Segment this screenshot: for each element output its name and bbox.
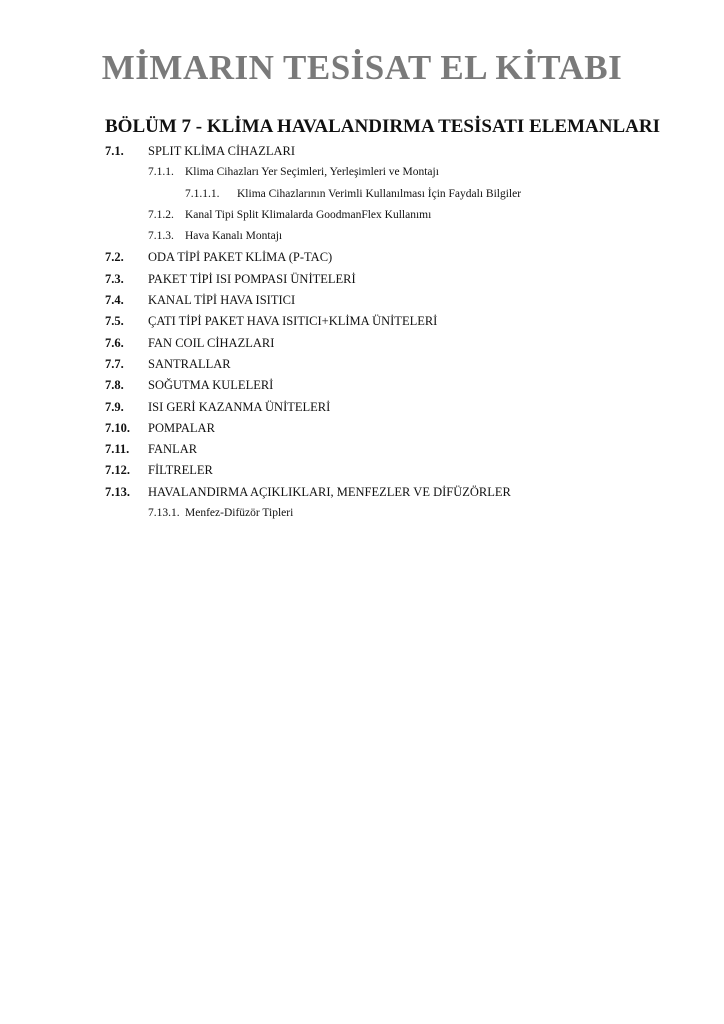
toc-entry-title: SANTRALLAR (148, 356, 231, 371)
toc-entry (0, 269, 724, 290)
toc-entry (0, 375, 724, 396)
toc-entry-title: PAKET TİPİ ISI POMPASI ÜNİTELERİ (148, 271, 356, 286)
toc-entry-number: 7.1.1. (148, 166, 174, 179)
toc-entry-number: 7.11. (105, 442, 130, 457)
toc-entry-number: 7.1.1.1. (185, 187, 220, 200)
toc-entry-number: 7.12. (105, 463, 130, 478)
toc-entry (0, 482, 724, 503)
toc-entry (0, 397, 724, 418)
toc-entry (0, 226, 724, 247)
toc-entry-number: 7.2. (105, 250, 124, 265)
toc-entry-title: ÇATI TİPİ PAKET HAVA ISITICI+KLİMA ÜNİTELERİ (148, 314, 438, 329)
toc-entry-number: 7.1.3. (148, 230, 174, 243)
toc-entry (0, 141, 724, 162)
toc-entry-number: 7.13. (105, 484, 130, 499)
toc-entry (0, 354, 724, 375)
toc-entry-number: 7.1.2. (148, 208, 174, 221)
toc-entry-number: 7.7. (105, 356, 124, 371)
toc-entry-title: POMPALAR (148, 420, 215, 435)
toc-entry-title: KANAL TİPİ HAVA ISITICI (148, 293, 296, 308)
toc-entry (0, 439, 724, 460)
toc-entry (0, 247, 724, 268)
chapter-title: BÖLÜM 7 - KLİMA HAVALANDIRMA TESİSATI ELEMANLARI (105, 116, 660, 137)
toc-entry-number: 7.1. (105, 144, 124, 158)
toc-entry-number: 7.10. (105, 420, 130, 435)
toc-entry-title: Kanal Tipi Split Klimalarda GoodmanFlex Kullanımı (185, 208, 432, 221)
toc-entry-title: FAN COIL CİHAZLARI (148, 335, 275, 350)
toc-entry-title: Menfez-Difüzör Tipleri (185, 507, 294, 520)
toc-entry-title: ODA TİPİ PAKET KLİMA (P-TAC) (148, 250, 333, 265)
toc-entry (0, 460, 724, 481)
toc-entry (0, 333, 724, 354)
toc-entry-number: 7.3. (105, 271, 124, 286)
toc-entry-number: 7.8. (105, 378, 124, 393)
toc-entry-number: 7.4. (105, 293, 124, 308)
toc-entry-title: Hava Kanalı Montajı (185, 230, 283, 243)
toc-entry-number: 7.13.1. (148, 507, 180, 520)
toc-entry-title: SOĞUTMA KULELERİ (148, 378, 274, 393)
toc-entry-title: FİLTRELER (148, 463, 213, 478)
toc-entry (0, 162, 724, 183)
toc-entry-title: HAVALANDIRMA AÇIKLIKLARI, MENFEZLER VE DİFÜZÖRLER (148, 484, 511, 499)
book-title: MİMARIN TESİSAT EL KİTABI (101, 48, 623, 87)
toc-entry-title: ISI GERİ KAZANMA ÜNİTELERİ (148, 399, 331, 414)
toc-entry (0, 290, 724, 311)
toc-entry-title: Klima Cihazları Yer Seçimleri, Yerleşimleri ve Montajı (185, 166, 439, 179)
toc-entry-title: FANLAR (148, 442, 198, 457)
toc-entry-number: 7.9. (105, 399, 124, 414)
toc-entry-number: 7.5. (105, 314, 124, 329)
toc-entry (0, 184, 724, 205)
toc-entry (0, 418, 724, 439)
table-of-contents (0, 141, 724, 524)
toc-entry (0, 205, 724, 226)
toc-entry (0, 311, 724, 332)
toc-entry-title: SPLIT KLİMA CİHAZLARI (148, 144, 295, 158)
toc-entry (0, 503, 724, 524)
toc-entry-number: 7.6. (105, 335, 124, 350)
toc-entry-title: Klima Cihazlarının Verimli Kullanılması İçin Faydalı Bilgiler (237, 187, 522, 200)
